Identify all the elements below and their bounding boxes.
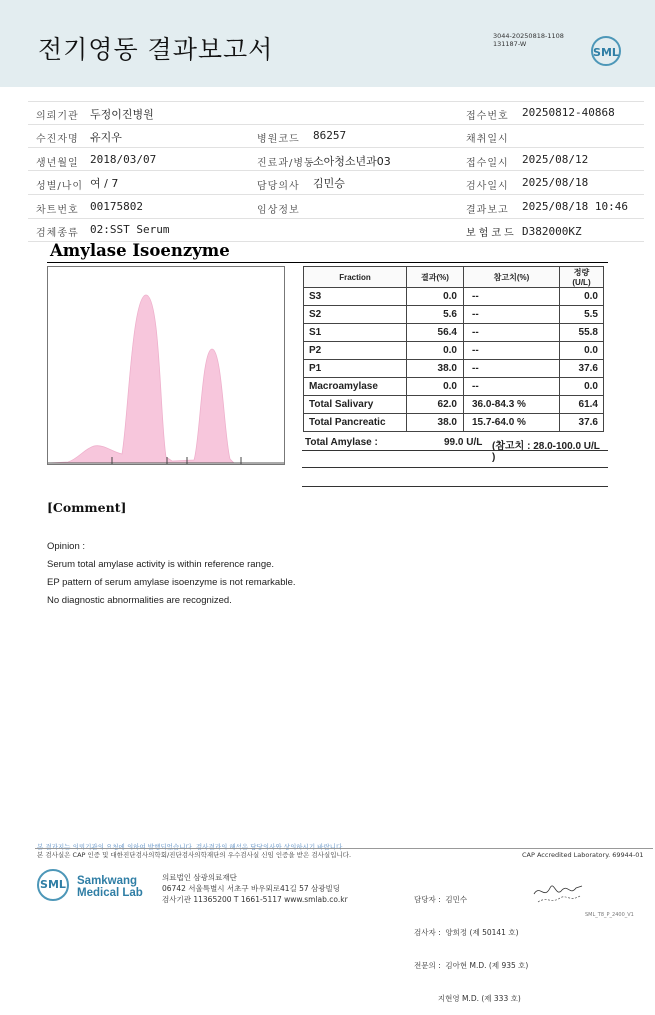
result-cell: 62.0 [407, 396, 464, 414]
divider [28, 218, 644, 219]
quantity-cell: 5.5 [560, 306, 604, 324]
table-row [304, 396, 604, 414]
hospital-code-value: 86257 [313, 129, 347, 142]
isoenzyme-table [303, 266, 604, 432]
dept-value: 소아청소년과03 [313, 155, 391, 168]
total-amylase [305, 437, 605, 463]
total-amylase-value: 99.0 U/L [444, 437, 483, 448]
quantity-cell: 55.8 [560, 324, 604, 342]
doctor-label: 담당의사 [257, 181, 300, 192]
reference-cell: -- [464, 306, 560, 324]
lab-name [77, 875, 143, 899]
result-cell: 0.0 [407, 288, 464, 306]
report-title: 전기영동 결과보고서 [38, 35, 274, 64]
dob-label: 생년월일 [36, 158, 79, 169]
patient-value: 유지우 [90, 131, 122, 144]
fraction-cell: Total Salivary [304, 396, 407, 414]
doc-id-line2: 131187-W [493, 40, 527, 48]
sml-logo: SML [591, 36, 621, 66]
opinion-line: Opinion : [47, 541, 86, 552]
quantity-cell: 0.0 [560, 378, 604, 396]
section-title: Amylase Isoenzyme [50, 241, 230, 260]
fraction-cell: P2 [304, 342, 407, 360]
divider [28, 124, 644, 125]
fraction-cell: S1 [304, 324, 407, 342]
table-row [304, 306, 604, 324]
quantity-cell: 37.6 [560, 414, 604, 432]
fraction-cell: S3 [304, 288, 407, 306]
table-header-row [304, 267, 604, 288]
opinion-line: EP pattern of serum amylase isoenzyme is not remarkable. [47, 577, 296, 588]
reference-cell: -- [464, 324, 560, 342]
quantity-cell: 37.6 [560, 360, 604, 378]
dept-label: 진료과/병동 [257, 158, 315, 169]
reference-cell: -- [464, 378, 560, 396]
table-row [304, 378, 604, 396]
address-line: 의료법인 삼광의료재단 [162, 873, 237, 882]
divider [302, 467, 608, 468]
address-line: 검사기관 11365200 T 1661-5117 www.smlab.co.kr [162, 895, 348, 904]
electrophoresis-curve [48, 267, 284, 464]
signature-scribble [530, 876, 586, 908]
quantity-cell: 61.4 [560, 396, 604, 414]
specimen-value: 02:SST Serum [90, 223, 170, 236]
specimen-label: 검체종류 [36, 228, 79, 239]
form-code: SML_T8_P_2400_V1 [585, 912, 634, 918]
cap-accreditation: CAP Accredited Laboratory. 69944-01 [522, 851, 644, 859]
lab-address [162, 872, 348, 905]
densitometry-peaks [48, 295, 284, 463]
footer-divider [35, 848, 653, 849]
receipt-no-label: 접수번호 [466, 111, 509, 122]
test-date-value: 2025/08/18 [522, 176, 589, 189]
patient-label: 수진자명 [36, 134, 79, 145]
result-cell: 5.6 [407, 306, 464, 324]
sex-age-value: 여 / 7 [90, 177, 119, 190]
institution-label: 의뢰기관 [36, 111, 79, 122]
doctor-value: 김민승 [313, 177, 345, 190]
quantity-cell: 0.0 [560, 288, 604, 306]
receipt-no-value: 20250812-40868 [522, 106, 615, 119]
doc-id-line1: 3044-20250818-1108 [493, 32, 564, 40]
opinion-line: Serum total amylase activity is within reference range. [47, 559, 275, 570]
fraction-cell: P1 [304, 360, 407, 378]
clinical-label: 임상정보 [257, 205, 300, 216]
insurance-value: D382000KZ [522, 225, 582, 238]
fraction-cell: Macroamylase [304, 378, 407, 396]
total-amylase-reference: (참고치 : 28.0-100.0 U/L ) [492, 441, 600, 463]
lab-name-line2: Medical Lab [77, 887, 143, 899]
footer-certification: 본 검사실은 CAP 인증 및 대한진단검사의학회/진단검사의학재단의 우수검사실 신임 인증을 받은 검사실입니다. [37, 851, 352, 859]
opinion-text [47, 538, 296, 610]
comment-title: [Comment] [47, 500, 127, 515]
footer-note: 본 결과지는 의뢰기관의 요청에 의하여 발행되었습니다. 검사결과의 해석은 담당의사와 상의하시기 바랍니다. [37, 843, 345, 851]
insurance-label: 보험코드 [466, 228, 517, 239]
test-date-label: 검사일시 [466, 181, 509, 192]
result-cell: 0.0 [407, 342, 464, 360]
result-cell: 38.0 [407, 414, 464, 432]
total-amylase-label: Total Amylase : [305, 437, 378, 448]
collect-date-label: 채취일시 [466, 134, 509, 145]
electrophoresis-chart [47, 266, 285, 465]
signatories [414, 872, 528, 1015]
reference-cell: -- [464, 360, 560, 378]
divider [302, 486, 608, 487]
reference-cell: 15.7-64.0 % [464, 414, 560, 432]
chart-no-value: 00175802 [90, 200, 143, 213]
institution-value: 두정이진병원 [90, 108, 154, 121]
divider [28, 147, 644, 148]
fraction-cell: S2 [304, 306, 407, 324]
section-rule [47, 262, 608, 263]
table-row [304, 360, 604, 378]
hospital-code-label: 병원코드 [257, 134, 300, 145]
table-row [304, 414, 604, 432]
dob-value: 2018/03/07 [90, 153, 157, 166]
result-cell: 38.0 [407, 360, 464, 378]
divider [302, 450, 608, 451]
lab-name-line1: Samkwang [77, 875, 138, 887]
signatory-line: 전문의 : 김아현 M.D. (제 935 호) [414, 961, 529, 970]
receipt-date-label: 접수일시 [466, 158, 509, 169]
table-row [304, 288, 604, 306]
quantity-cell: 0.0 [560, 342, 604, 360]
signatory-line: 담당자 : 김민수 [414, 895, 468, 904]
opinion-line: No diagnostic abnormalities are recognized. [47, 595, 232, 606]
table-row [304, 342, 604, 360]
result-cell: 56.4 [407, 324, 464, 342]
reference-cell: -- [464, 342, 560, 360]
col-reference: 참고치(%) [464, 267, 560, 288]
signatory-line: 지현영 M.D. (제 333 호) [414, 994, 521, 1003]
sex-age-label: 성별/나이 [36, 181, 84, 192]
table-row [304, 324, 604, 342]
reference-cell: 36.0-84.3 % [464, 396, 560, 414]
report-value: 2025/08/18 10:46 [522, 200, 628, 213]
document-id [493, 32, 564, 48]
divider [28, 170, 644, 171]
divider [28, 101, 644, 102]
fraction-cell: Total Pancreatic [304, 414, 407, 432]
chart-no-label: 차트번호 [36, 205, 79, 216]
col-fraction: Fraction [304, 267, 407, 288]
col-quantity: 정량(U/L) [560, 267, 604, 288]
result-cell: 0.0 [407, 378, 464, 396]
signatory-line: 검사자 : 양희정 (제 50141 호) [414, 928, 519, 937]
divider [28, 194, 644, 195]
receipt-date-value: 2025/08/12 [522, 153, 589, 166]
report-label: 결과보고 [466, 205, 509, 216]
footer-sml-logo: SML [37, 869, 69, 901]
address-line: 06742 서울특별시 서초구 바우뫼로41길 57 삼광빌딩 [162, 884, 341, 893]
reference-cell: -- [464, 288, 560, 306]
col-result: 결과(%) [407, 267, 464, 288]
